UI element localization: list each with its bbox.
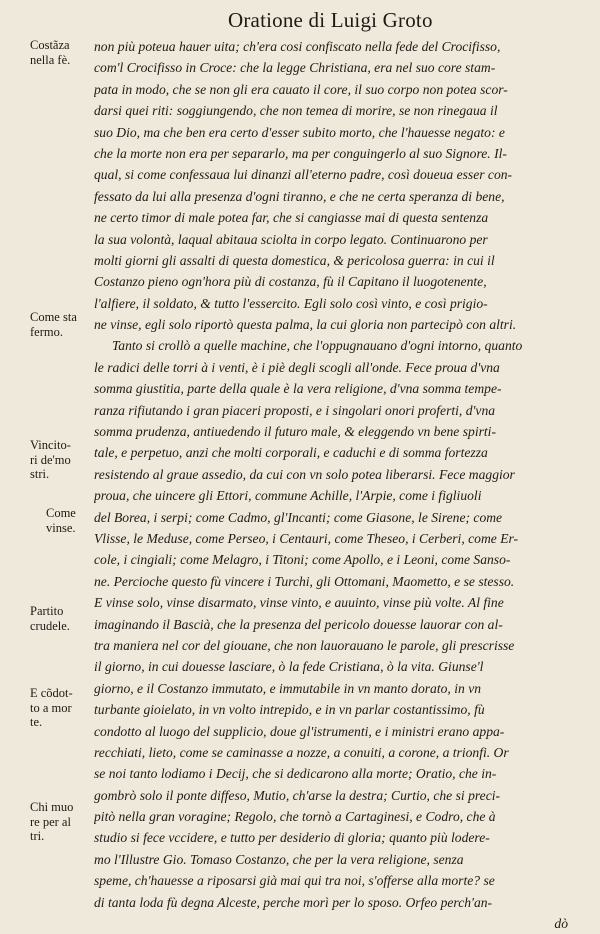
text-line: la sua volontà, laqual abitaua sciolta in corpo legato. Continuarono per xyxy=(94,231,488,247)
text-line: mo l'Illustre Gio. Tomaso Costanzo, che per la vera religione, senza xyxy=(94,851,464,867)
text-line: ne certo timor di male potea far, che si cangiasse mai di questa sentenza xyxy=(94,210,489,226)
text-line: del Borea, i serpi; come Cadmo, gl'Incanti; come Giasone, le Sirene; come xyxy=(94,509,503,525)
text-line: pitò nella gran voragine; Regolo, che tornò a Cartaginesi, e Codro, che à xyxy=(94,809,496,825)
text-line: turbante gioielato, in vn volto intrepido, e in vn parlar costantissimo, fù xyxy=(94,702,485,718)
running-title: Oratione di Luigi Groto xyxy=(228,8,433,32)
text-line: E vinse solo, vinse disarmato, vinse vinto, e auuinto, vinse più volte. Al fine xyxy=(94,595,504,611)
text-line: somma giustitia, parte della quale è la vera religione, d'vna somma tempe- xyxy=(94,381,502,397)
text-line: Tanto si crollò a quelle machine, che l'oppugnauano d'ogni intorno, quanto xyxy=(112,338,523,354)
margin-note-e-codotto: E cõdot- to a mor te. xyxy=(30,686,73,729)
text-line: speme, ch'hauesse a riposarsi già mai qui tra noi, s'offerse alla morte? se xyxy=(94,873,495,889)
text-line: l'alfiere, il soldato, & tutto l'essercito. Egli solo così vinto, e così prigio- xyxy=(94,295,488,311)
text-line: studio si fece vccidere, e tutto per desiderio di gloria; quanto più lodere- xyxy=(94,830,490,846)
text-line: se noi tanto lodiamo i Decij, che si dedicarono alla morte; Oratio, che in- xyxy=(94,766,497,782)
text-line: gombrò solo il ponte diffeso, Mutio, ch'arse la destra; Curtio, che si preci- xyxy=(94,787,501,803)
margin-note-come-vinse: Come vinse. xyxy=(46,506,76,535)
text-line: Vlisse, le Meduse, come Perseo, i Centauri, come Theseo, i Cerberi, come Er- xyxy=(94,530,519,546)
text-line: pata in modo, che se non gli era cauato il core, il suo corpo non potea scor- xyxy=(94,81,508,97)
text-line: resistendo al graue assedio, da cui con vn solo potea liberarsi. Fece maggior xyxy=(94,466,515,482)
text-line: le radici delle torri à i venti, è i piè degli scogli all'onde. Fece proua d'vna xyxy=(94,359,500,375)
text-line: che la morte non era per separarlo, ma per conguingerlo al suo Signore. Il- xyxy=(94,145,507,161)
text-line: recchiati, lieto, come se caminasse a nozze, a conuiti, a corone, a trionfi. Or xyxy=(94,744,509,760)
text-line: tale, e perpetuo, anzi che molti corporali, e caduchi e di somma fortezza xyxy=(94,445,488,461)
text-line: tra maniera nel cor del giouane, che non lauorauano le parole, gli prescrisse xyxy=(94,637,515,653)
margin-note-come-sta-fermo: Come sta fermo. xyxy=(30,310,77,339)
text-line: qual, si come confessaua lui dinanzi all'eterno padre, così doueua esser con- xyxy=(94,167,513,183)
margin-note-chi-muore: Chi muo re per al tri. xyxy=(30,800,74,843)
text-line: non più poteua hauer uita; ch'era cosi confiscato nella fede del Crocifisso, xyxy=(94,39,501,54)
text-line: suo Dio, ma che ben era certo d'esser subito morto, che l'hauesse negato: e xyxy=(94,124,505,140)
text-line: somma prudenza, antiuedendo il futuro male, & eleggendo vn bene spirti- xyxy=(94,424,496,440)
text-line: darsi quei riti: soggiungendo, che non temea di morire, se non rinegaua il xyxy=(94,103,498,119)
text-line: Costanzo pieno ogn'hora più di costanza, fù il Capitano il luogotenente, xyxy=(94,274,487,290)
text-line: ne. Percioche questo fù vincere i Turchi, gli Ottomani, Maometto, e se stesso. xyxy=(94,573,515,589)
margin-note-partito-crudele: Partito crudele. xyxy=(30,604,70,633)
text-line: molti giorni gli assalti di questa domestica, & pericolosa guerra: in cui il xyxy=(94,252,495,268)
text-line: ne vinse, egli solo riportò questa palma, la cui gloria non partecipò con altri. xyxy=(94,317,517,333)
text-line: giorno, e il Costanzo immutato, e immutabile in vn manto dorato, in vn xyxy=(94,680,482,696)
catchword: dò xyxy=(554,916,568,932)
margin-note-vincitori: Vincito- ri de'mo stri. xyxy=(30,438,71,481)
text-line: imaginando il Bascià, che la presenza del pericolo douesse lauorar con al- xyxy=(94,616,503,632)
text-line: condotto al luogo del supplicio, doue gl'istrumenti, e i ministri erano appa- xyxy=(94,723,505,739)
text-line: il giorno, in cui douesse lasciare, ò la fede Cristiana, ò la vita. Giunse'l xyxy=(94,659,484,675)
text-line: fessato da lui alla presenza d'ogni tiranno, e che ne certa speranza di bene, xyxy=(94,188,505,204)
text-line: ranza rifiutando i gran piaceri proposti, e i singolari onori proferti, d'vna xyxy=(94,402,496,418)
text-line: proua, che uincere gli Ettori, commune Achille, l'Arpie, come i figliuoli xyxy=(94,488,482,504)
text-line: di tanta loda fù degna Alceste, perche morì per lo sposo. Orfeo perch'an- xyxy=(94,894,493,910)
text-line: com'l Crocifisso in Croce: che la legge Christiana, era nel suo core stam- xyxy=(94,60,496,76)
text-line: cole, i cingiali; come Melagro, i Titoni; come Apollo, e i Leoni, come Sanso- xyxy=(94,552,511,568)
body-text xyxy=(94,36,582,934)
margin-note-costanza: Costãza nella fè. xyxy=(30,38,71,67)
